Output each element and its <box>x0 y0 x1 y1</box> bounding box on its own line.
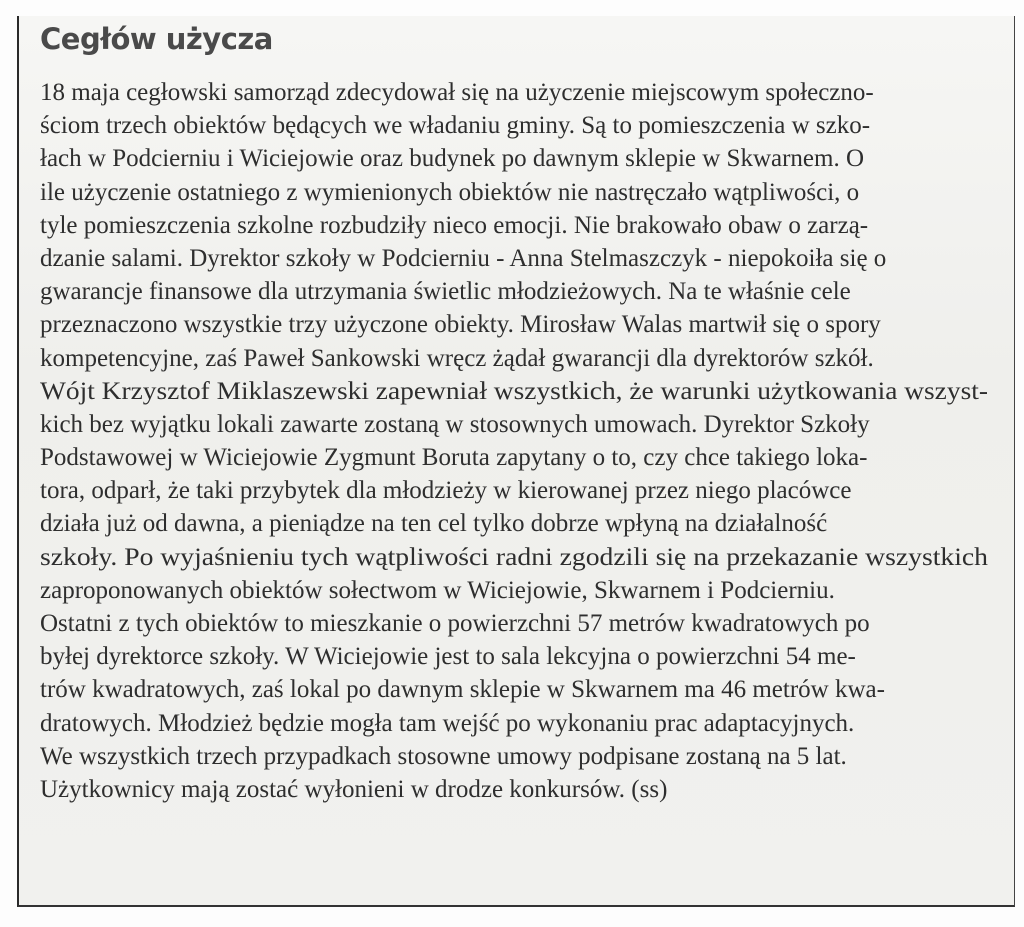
article-line-text: Użytkownicy mają zostać wyłonieni w drodze konkursów. (ss) <box>40 775 668 803</box>
article-line <box>40 574 988 607</box>
article-line-text: zaproponowanych obiektów sołectwom w Wiciejowie, Skwarnem i Podcierniu. <box>40 576 835 604</box>
article-line <box>40 375 988 408</box>
article-line <box>40 76 988 109</box>
article-line <box>40 142 988 175</box>
article-line <box>40 109 988 142</box>
article-line-text: trów kwadratowych, zaś lokal po dawnym sklepie w Skwarnem ma 46 metrów kwa- <box>40 676 885 704</box>
article-line <box>40 275 988 308</box>
article-line <box>40 242 988 275</box>
article-line-text: ściom trzech obiektów będących we władaniu gminy. Są to pomieszczenia w szko- <box>40 112 871 140</box>
article-line <box>40 773 988 806</box>
article-line-text: dratowych. Młodzież będzie mogła tam wejść po wykonaniu prac adaptacyjnych. <box>40 709 855 737</box>
article-line <box>40 209 988 242</box>
article-line-text: szkoły. Po wyjaśnieniu tych wątpliwości radni zgodzili się na przekazanie wszystkich <box>40 543 988 571</box>
article-line <box>40 474 988 507</box>
article-line <box>40 176 988 209</box>
article-line <box>40 707 988 740</box>
article-line-text: kich bez wyjątku lokali zawarte zostaną w stosownych umowach. Dyrektor Szkoły <box>40 410 870 438</box>
article-line-text: łach w Podcierniu i Wiciejowie oraz budynek po dawnym sklepie w Skwarnem. O <box>40 145 865 173</box>
article-line-text: tyle pomieszczenia szkolne rozbudziły nieco emocji. Nie brakowało obaw o zarzą- <box>40 211 869 239</box>
article-body <box>40 76 988 806</box>
article-line-text: dzanie salami. Dyrektor szkoły w Podcierniu - Anna Stelmaszczyk - niepokoiła się o <box>40 244 887 272</box>
article-line-text: Ostatni z tych obiektów to mieszkanie o powierzchni 57 metrów kwadratowych po <box>40 610 870 637</box>
article-line <box>40 740 988 773</box>
article-line <box>40 640 988 673</box>
article-line-text: kompetencyjne, zaś Paweł Sankowski wręcz żądał gwarancji dla dyrektorów szkół. <box>40 344 874 372</box>
article-title: Cegłów użycza <box>40 22 273 56</box>
article-line-text: Wójt Krzysztof Miklaszewski zapewniał wszystkich, że warunki użytkowania wszyst- <box>40 377 989 405</box>
article-line-text: We wszystkich trzech przypadkach stosowne umowy podpisane zostaną na 5 lat. <box>40 742 847 770</box>
article-line <box>40 541 988 574</box>
article-line-text: Podstawowej w Wiciejowie Zygmunt Boruta zapytany o to, czy chce takiego loka- <box>40 444 868 472</box>
article-line-text: działa już od dawna, a pieniądze na ten cel tylko dobrze wpłyną na działalność <box>40 510 828 538</box>
article-line <box>40 342 988 375</box>
article-line <box>40 441 988 474</box>
article-line-text: ile użyczenie ostatniego z wymienionych obiektów nie nastręczało wątpliwości, o <box>40 178 860 206</box>
article-line-text: tora, odparł, że taki przybytek dla młodzieży w kierowanej przez niego placówce <box>40 477 852 505</box>
article-line-text: byłej dyrektorce szkoły. W Wiciejowie jest to sala lekcyjna o powierzchni 54 me- <box>40 643 856 671</box>
article-line <box>40 408 988 441</box>
article-line-text: 18 maja cegłowski samorząd zdecydował się na użyczenie miejscowym społeczno- <box>40 79 874 106</box>
article-line-text: gwarancje finansowe dla utrzymania świetlic młodzieżowych. Na te właśnie cele <box>40 278 851 306</box>
article-line <box>40 607 988 640</box>
article-line <box>40 308 988 341</box>
article-line <box>40 673 988 706</box>
article-line-text: przeznaczono wszystkie trzy użyczone obiekty. Mirosław Walas martwił się o spory <box>40 311 881 339</box>
article-line <box>40 507 988 540</box>
